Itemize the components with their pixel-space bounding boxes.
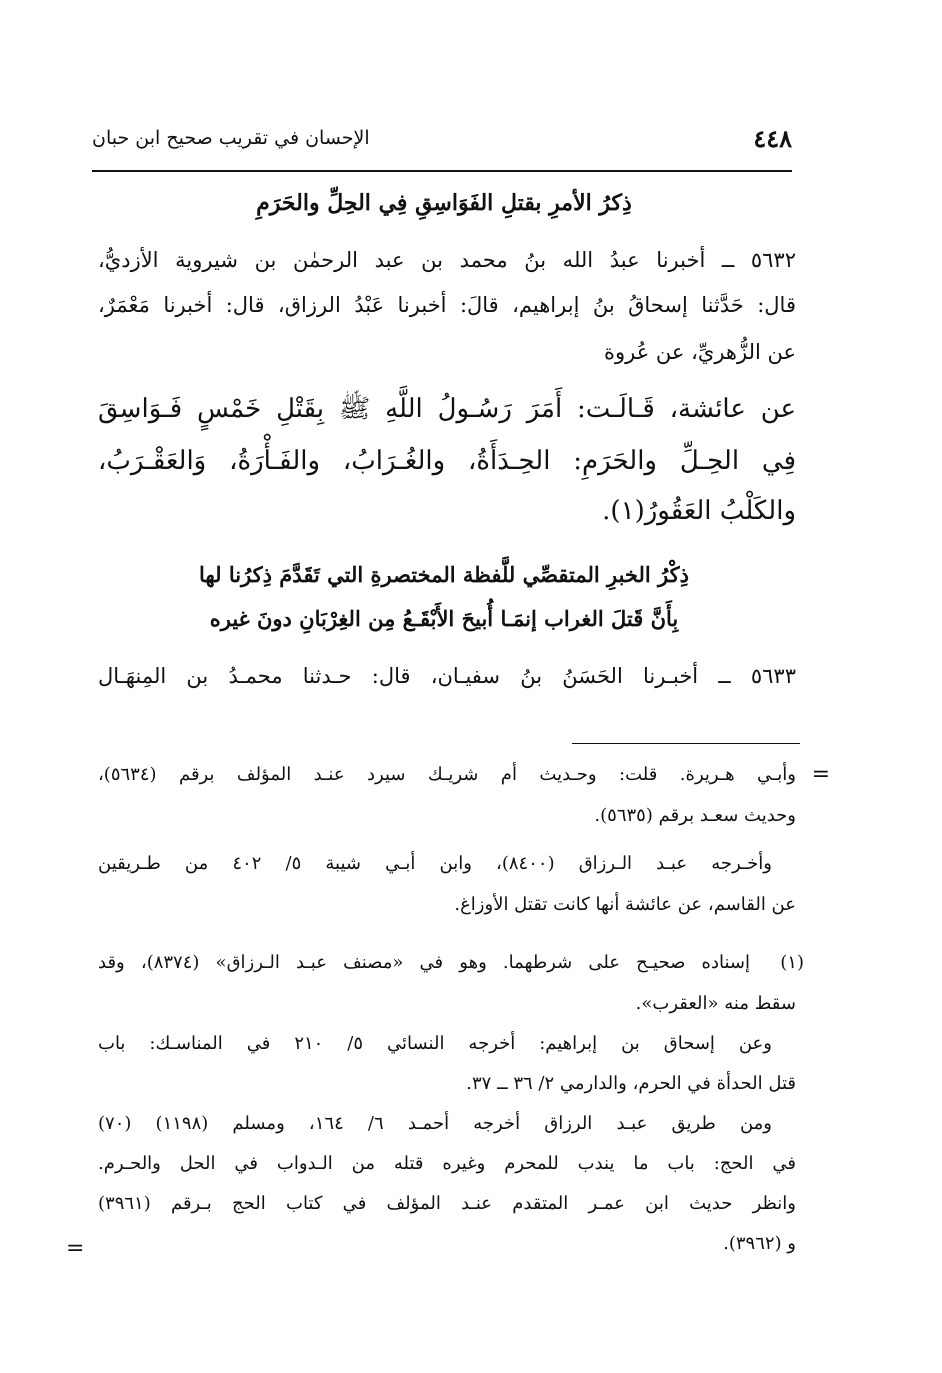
footnote-1-p2-line-1: وعن إسحاق بن إبراهيم: أخرجه النسائي ٥/ ٢١٠ في المناسـك: باب bbox=[98, 1033, 772, 1054]
header-rule bbox=[92, 170, 792, 172]
footnote-1-p3-line-3: وانظر حديث ابن عمـر المتقدم عنـد المؤلف في كتاب الحج بـرقم (٣٩٦١) bbox=[98, 1193, 796, 1214]
hadith-5632-line-2: قال: حَدَّثنا إسحاقُ بنُ إبراهيم، قالَ: أخبرنا عَبْدُ الرزاق، قال: أخبرنا مَعْمَرٌ، bbox=[98, 293, 796, 317]
hadith-5632-line-1: ٥٦٣٢ ــ أخبرنا عبدُ الله بنُ محمد بن عبد الرحمٰن بن شيروية الأزديُّ، bbox=[98, 248, 796, 272]
section-heading-2-line-2: بِأَنَّ قَتلَ الغراب إنمَـا أُبيحَ الأَبْقَـعُ مِن الغِرْبَانِ دونَ غيره bbox=[209, 606, 679, 631]
matn-line-1: عن عائشة، قَـالَـت: أَمَرَ رَسُـولُ اللَّهِ ﷺ بِقَتْلِ خَمْسٍ فَـوَاسِقَ bbox=[98, 394, 796, 424]
footnote-1-p3-line-1: ومن طريق عبـد الرزاق أخرجه أحمـد ٦/ ١٦٤، ومسلم (١١٩٨) (٧٠) bbox=[98, 1113, 772, 1134]
page-end-mark: = bbox=[66, 1236, 85, 1261]
footnote-cont-line-1: وأبـي هـريرة. قلت: وحـديث أم شريـك سيرد عنـد المؤلف برقم (٥٦٣٤)، bbox=[98, 764, 796, 785]
footnote-1-line-1: إسناده صحيـح على شرطهما. وهو في «مصنف عبـد الـرزاق» (٨٣٧٤)، وقد bbox=[98, 952, 750, 973]
hadith-5633-line-1: ٥٦٣٣ ــ أخبـرنا الحَسَنُ بنُ سفيـان، قال: حـدثنا محمـدُ بن المِنهَـال bbox=[98, 664, 796, 688]
footnote-cont-line-2: وحديث سعـد برقم (٥٦٣٥). bbox=[594, 805, 796, 826]
continuation-mark: = bbox=[811, 762, 830, 787]
running-title: الإحسان في تقريب صحيح ابن حبان bbox=[92, 127, 370, 149]
footnote-separator bbox=[572, 743, 800, 744]
footnote-1-p2-line-2: قتل الحدأة في الحرم، والدارمي ٢/ ٣٦ ــ ٣٧. bbox=[466, 1073, 796, 1094]
footnote-1-marker: (١) bbox=[780, 952, 804, 973]
footnote-1-line-2: سقط منه «العقرب». bbox=[635, 993, 796, 1014]
page-number: ٤٤٨ bbox=[753, 124, 792, 153]
footnote-1-p3-line-2: في الحج: باب ما يندب للمحرم وغيره قتله من الـدواب في الحل والحـرم. bbox=[98, 1153, 796, 1174]
matn-line-3: والكَلْبُ العَقُورُ(١). bbox=[602, 496, 796, 526]
footnote-1-p3-line-4: و (٣٩٦٢). bbox=[723, 1233, 796, 1254]
footnote-cont-line-3: وأخـرجه عبـد الـرزاق (٨٤٠٠)، وابن أبـي شيبة ٥/ ٤٠٢ من طـريقين bbox=[98, 853, 773, 874]
section-heading-2-line-1: ذِكْرُ الخبرِ المتقصِّي للَّفظة المختصرةِ التي تَقَدَّمَ ذِكرُنا لها bbox=[199, 562, 689, 587]
hadith-5632-line-3: عن الزُّهريِّ، عن عُروة bbox=[603, 340, 796, 364]
footnote-cont-line-4: عن القاسم، عن عائشة أنها كانت تقتل الأوزاغ. bbox=[454, 894, 796, 915]
matn-line-2: فِي الحِـلِّ والحَرَمِ: الحِـدَأَةُ، والغُـرَابُ، والفَـأْرَةُ، وَالعَقْـرَبُ، bbox=[98, 446, 796, 476]
section-heading-1: ذِكرُ الأمرِ بقتلِ الفَوَاسِقِ فِي الحِلِّ والحَرَمِ bbox=[256, 190, 632, 216]
